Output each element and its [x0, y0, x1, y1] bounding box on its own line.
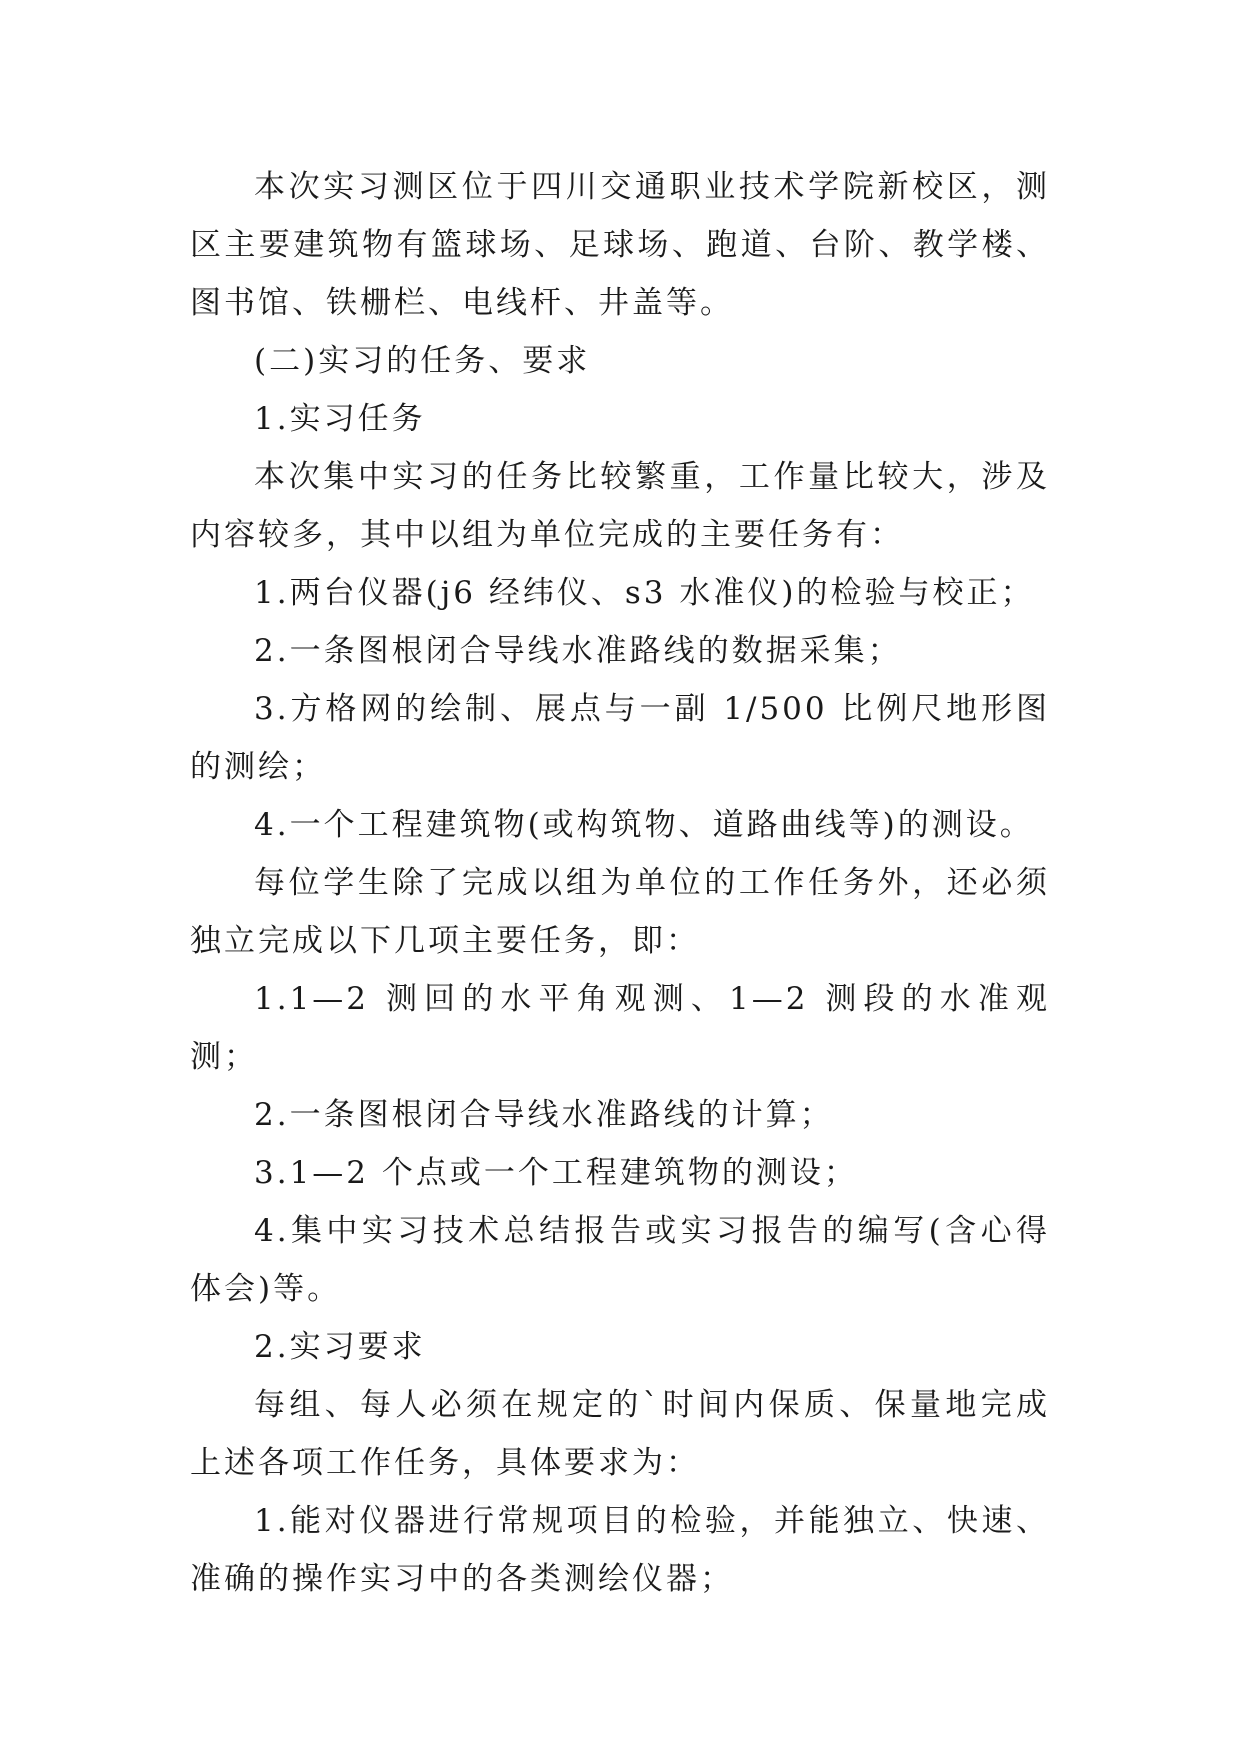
- paragraph-individual-tasks-intro: 每位学生除了完成以组为单位的工作任务外，还必须独立完成以下几项主要任务，即：: [190, 865, 1050, 959]
- subheading-practice-tasks: 1.实习任务: [254, 401, 426, 437]
- list-item-individual-task-1: 1.1—2 测回的水平角观测、1—2 测段的水准观测；: [190, 981, 1050, 1075]
- section-heading-tasks-requirements: (二)实习的任务、要求: [254, 343, 591, 379]
- list-item-requirement-1: 1.能对仪器进行常规项目的检验，并能独立、快速、准确的操作实习中的各类测绘仪器；: [190, 1503, 1050, 1597]
- list-item-individual-task-4: 4.集中实习技术总结报告或实习报告的编写(含心得体会)等。: [190, 1213, 1050, 1307]
- list-item-individual-task-3: 3.1—2 个点或一个工程建筑物的测设；: [254, 1155, 858, 1191]
- paragraph-requirements-intro: 每组、每人必须在规定的`时间内保质、保量地完成上述各项工作任务，具体要求为：: [190, 1387, 1050, 1481]
- paragraph-survey-area: 本次实习测区位于四川交通职业技术学院新校区，测区主要建筑物有篮球场、足球场、跑道、台阶、教学楼、图书馆、铁栅栏、电线杆、井盖等。: [190, 169, 1050, 321]
- paragraph-group-tasks-intro: 本次集中实习的任务比较繁重，工作量比较大，涉及内容较多，其中以组为单位完成的主要任务有：: [190, 459, 1050, 553]
- list-item-group-task-3: 3.方格网的绘制、展点与一副 1/500 比例尺地形图的测绘；: [190, 691, 1050, 785]
- subheading-practice-requirements: 2.实习要求: [254, 1329, 426, 1365]
- list-item-group-task-2: 2.一条图根闭合导线水准路线的数据采集；: [254, 633, 902, 669]
- list-item-individual-task-2: 2.一条图根闭合导线水准路线的计算；: [254, 1097, 834, 1133]
- list-item-group-task-1: 1.两台仪器(j6 经纬仪、s3 水准仪)的检验与校正；: [254, 575, 1035, 611]
- document-body: [190, 158, 1050, 1608]
- list-item-group-task-4: 4.一个工程建筑物(或构筑物、道路曲线等)的测设。: [254, 807, 1034, 843]
